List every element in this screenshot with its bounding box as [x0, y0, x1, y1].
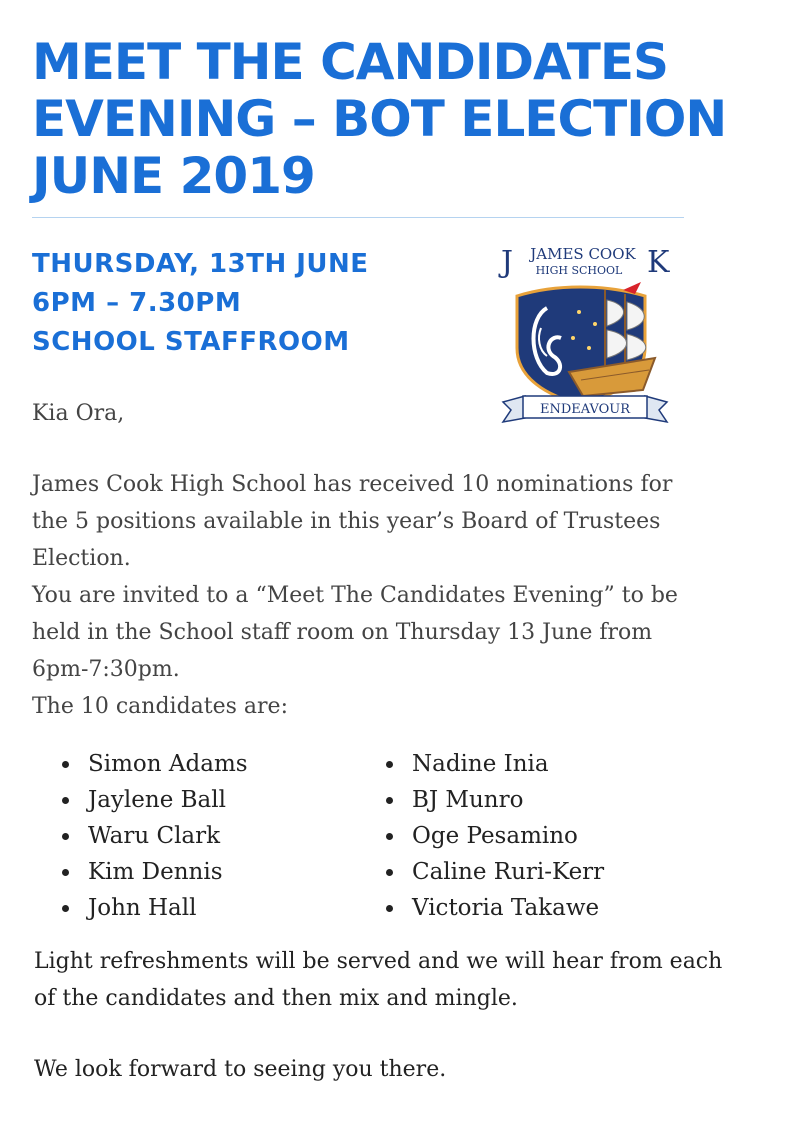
intro-line: 6pm-7:30pm. — [32, 657, 180, 682]
candidate-list-right — [384, 746, 604, 926]
event-time: 6PM – 7.30PM — [32, 288, 242, 318]
event-date: THURSDAY, 13TH JUNE — [32, 249, 369, 279]
candidate-list-left — [60, 746, 248, 926]
logo-banner-text: ENDEAVOUR — [539, 402, 631, 417]
closing-line: We look forward to seeing you there. — [34, 1057, 447, 1082]
candidate-item: Victoria Takawe — [384, 890, 604, 926]
sign-off — [34, 1051, 774, 1088]
intro-line: held in the School staff room on Thursday 13 June from — [32, 620, 653, 645]
greeting: Kia Ora, — [32, 401, 125, 426]
intro-line: The 10 candidates are: — [32, 694, 288, 719]
closing-paragraph — [34, 943, 774, 1017]
logo-letter-j: J — [501, 245, 514, 280]
intro-line: Election. — [32, 546, 131, 571]
candidate-item: BJ Munro — [384, 782, 604, 818]
intro-paragraph — [32, 466, 752, 725]
candidate-item: Waru Clark — [60, 818, 248, 854]
event-details — [32, 245, 369, 362]
closing-line: Light refreshments will be served and we will hear from each — [34, 949, 723, 974]
intro-line: You are invited to a “Meet The Candidates Evening” to be — [32, 583, 678, 608]
candidate-item: Caline Ruri-Kerr — [384, 854, 604, 890]
candidate-item: Simon Adams — [60, 746, 248, 782]
candidate-item: John Hall — [60, 890, 248, 926]
title-line-2: EVENING – BOT ELECTION — [32, 90, 727, 148]
intro-line: James Cook High School has received 10 nominations for — [32, 472, 673, 497]
star-icon — [577, 310, 581, 314]
event-venue: SCHOOL STAFFROOM — [32, 327, 350, 357]
star-icon — [571, 336, 575, 340]
star-icon — [593, 322, 597, 326]
candidate-item: Nadine Inia — [384, 746, 604, 782]
candidate-item: Jaylene Ball — [60, 782, 248, 818]
star-icon — [587, 346, 591, 350]
title-line-1: MEET THE CANDIDATES — [32, 33, 669, 91]
title-line-3: JUNE 2019 — [32, 147, 315, 205]
candidate-item: Oge Pesamino — [384, 818, 604, 854]
title-divider — [32, 217, 684, 218]
candidate-item: Kim Dennis — [60, 854, 248, 890]
logo-letter-k: K — [647, 245, 670, 280]
intro-line: the 5 positions available in this year’s Board of Trustees — [32, 509, 661, 534]
closing-line: of the candidates and then mix and mingle. — [34, 986, 518, 1011]
logo-name-sub: HIGH SCHOOL — [535, 264, 623, 277]
page-title — [32, 34, 772, 205]
logo-name-top: JAMES COOK — [530, 245, 636, 263]
